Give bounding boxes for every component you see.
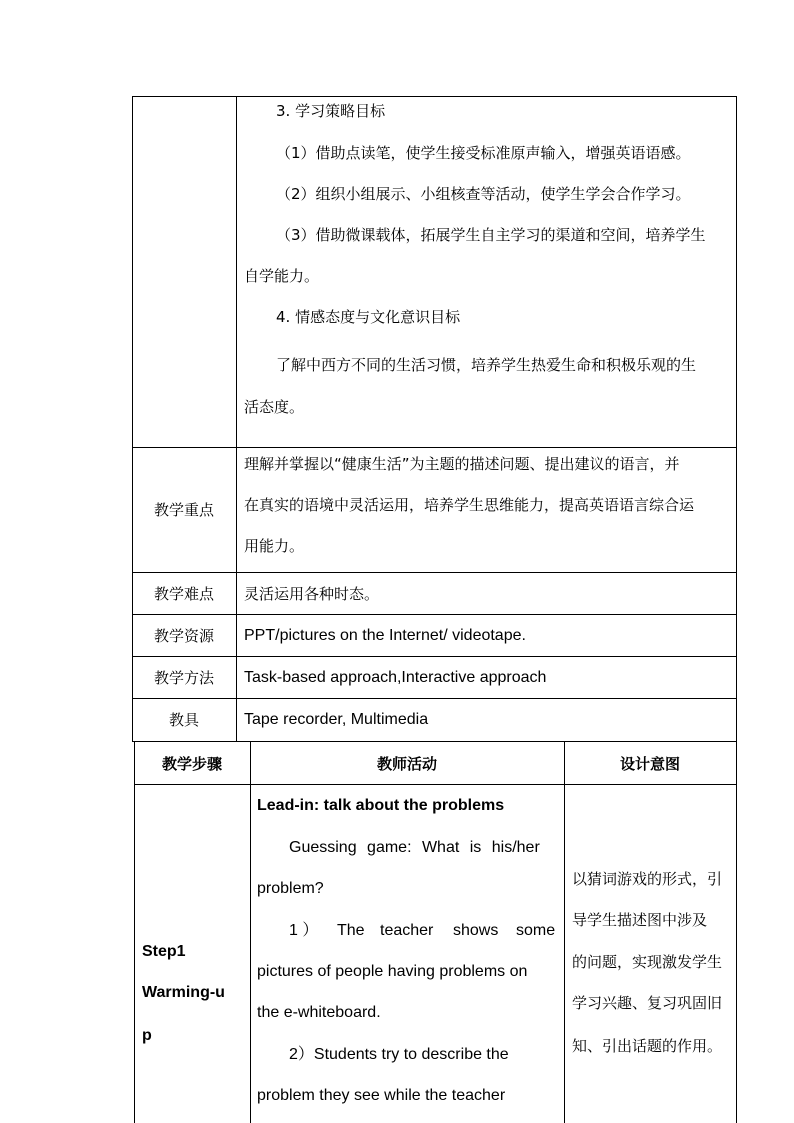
key-points-line3: 用能力。 — [244, 537, 305, 555]
intent-line4: 学习兴趣、复习巩固旧 — [572, 994, 723, 1012]
resources-value: PPT/pictures on the Internet/ videotape. — [244, 627, 526, 644]
row-label-resources: 教学资源 — [153, 627, 214, 645]
intent-line3: 的问题，实现激发学生 — [572, 953, 723, 971]
key-points-line2: 在真实的语境中灵活运用，培养学生思维能力，提高英语语言综合运 — [244, 496, 695, 514]
key-points-line1: 理解并掌握以“健康生活”为主题的描述问题、提出建议的语言，并 — [244, 455, 680, 473]
teacher-activity-line2: problem? — [257, 880, 324, 897]
teacher-activity-line4: pictures of people having problems on — [257, 963, 528, 980]
step-label-line1: Step1 — [142, 943, 186, 960]
teacher-activity-line3-a: 1 ） — [289, 922, 319, 939]
objective-heading-3: 3. 学习策略目标 — [276, 102, 386, 120]
teacher-activity-line3-b: The — [337, 922, 365, 939]
methods-value: Task-based approach,Interactive approach — [244, 669, 547, 686]
teacher-activity-line3-c: teacher — [380, 922, 434, 939]
tools-value: Tape recorder, Multimedia — [244, 711, 429, 728]
teacher-activity-line6: 2）Students try to describe the — [289, 1046, 509, 1063]
header-teacher-activity: 教师活动 — [376, 755, 437, 773]
objective-heading-4: 4. 情感态度与文化意识目标 — [276, 308, 461, 326]
teacher-activity-line5: the e-whiteboard. — [257, 1004, 381, 1021]
difficulties-value: 灵活运用各种时态。 — [244, 585, 380, 603]
teacher-activity-line7: problem they see while the teacher — [257, 1087, 506, 1104]
intent-line5: 知、引出话题的作用。 — [572, 1037, 723, 1055]
objective-item-2: （2）组织小组展示、小组核查等活动，使学生学会合作学习。 — [276, 185, 691, 203]
teacher-activity-line3-e: some — [516, 922, 556, 939]
objective-item-1: （1）借助点读笔，使学生接受标准原声输入，增强英语语感。 — [276, 144, 691, 162]
row-label-methods: 教学方法 — [153, 669, 214, 687]
intent-line1: 以猜词游戏的形式，引 — [572, 870, 723, 888]
header-steps: 教学步骤 — [161, 755, 222, 773]
step-label-line3: p — [142, 1027, 152, 1044]
teacher-activity-line3-d: shows — [453, 922, 499, 939]
row-label-key-points: 教学重点 — [153, 501, 214, 519]
row-label-difficulties: 教学难点 — [153, 585, 214, 603]
header-design-intent: 设计意图 — [619, 755, 680, 773]
objective-para-line1: 了解中西方不同的生活习惯，培养学生热爱生命和积极乐观的生 — [276, 356, 697, 374]
row-label-tools: 教具 — [168, 711, 199, 729]
objective-item-3-line1: （3）借助微课载体，拓展学生自主学习的渠道和空间，培养学生 — [276, 226, 706, 244]
objective-para-line2: 活态度。 — [244, 398, 305, 416]
intent-line2: 导学生描述图中涉及 — [572, 911, 708, 929]
teacher-activity-line1: Guessing game: What is his/her — [289, 839, 540, 856]
step-label-line2: Warming-u — [142, 984, 225, 1001]
teacher-activity-title: Lead-in: talk about the problems — [257, 797, 505, 814]
objective-item-3-line2: 自学能力。 — [244, 267, 320, 285]
